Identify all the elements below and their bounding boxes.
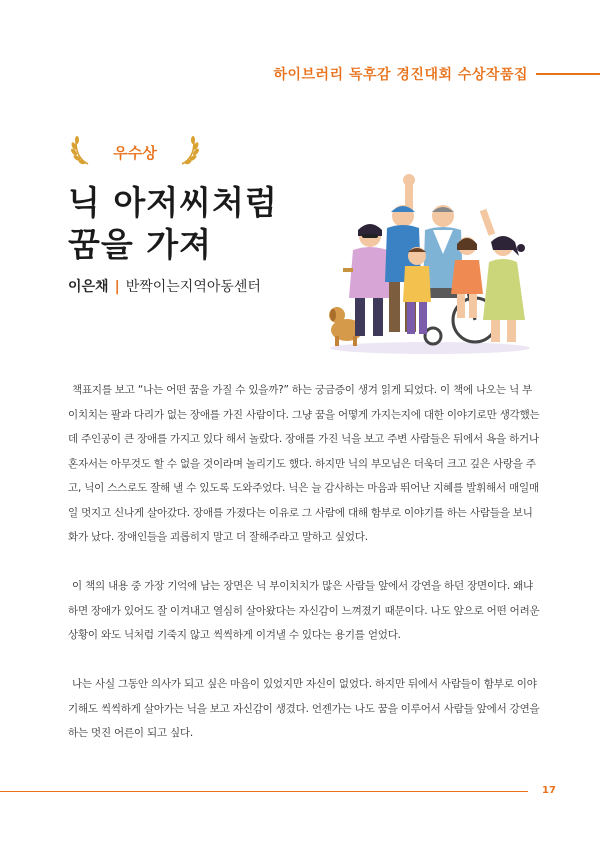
essay-paragraph: 나는 사실 그동안 의사가 되고 싶은 마음이 있었지만 자신이 없었다. 하지만 뒤에서 사람들이 함부로 이야기해도 씩씩하게 살아가는 닉을 보고 자신감이 생겼다. 언젠가는 나도 꿈을 이루어서 사람들 앞에서 강연을 하는 멋진 어른이 되고 싶다.: [68, 678, 540, 739]
woman-green-figure: [480, 209, 525, 342]
award-label: 우수상: [113, 144, 157, 162]
people-group-illustration: [325, 170, 535, 355]
woman-pink-figure: [343, 224, 391, 336]
footer-rule: [0, 791, 528, 792]
collection-title: 하이브러리 독후감 경진대회 수상작품집: [273, 67, 528, 83]
book-title-line-2: 꿈을 가져: [68, 225, 213, 264]
laurel-right-icon: [174, 134, 200, 166]
book-title: [68, 182, 278, 266]
essay-body: [68, 378, 540, 770]
author-line: [68, 276, 261, 296]
author-name: 이은채: [68, 279, 109, 295]
header-rule: [536, 73, 600, 75]
book-title-line-1: 닉 아저씨처럼: [68, 183, 278, 222]
page-number: 17: [542, 785, 556, 796]
author-organization: 반짝이는지역아동센터: [125, 279, 261, 295]
award-badge: [70, 134, 200, 166]
essay-paragraph: 이 책의 내용 중 가장 기억에 남는 장면은 닉 부이치치가 많은 사람들 앞에서 강연을 하던 장면이다. 왜냐하면 장애가 있어도 잘 이겨내고 열심히 살아왔다는 자신감이 느껴졌기 때문이다. 나도 앞으로 어떤 어려운 상황이 와도 닉처럼 기죽지 않고 씩씩하게 이겨낼 수 있다는 용기를 얻었다.: [68, 580, 540, 641]
author-separator: |: [114, 279, 120, 295]
essay-paragraph: 책표지를 보고 “나는 어떤 꿈을 가질 수 있을까?” 하는 궁금증이 생겨 읽게 되었다. 이 책에 나오는 닉 부이치치는 팔과 다리가 없는 장애를 가진 사람이다. 그냥 꿈을 어떻게 가지는지에 대한 이야기로만 생각했는데 주인공이 큰 장애를 가지고 있다 해서 놀랐다. 장애를 가진 닉을 보고 주변 사람들은 뒤에서 욕을 하거나 혼자서는 아무것도 할 수 없을 것이라며 놀리기도 했다. 하지만 닉의 부모님은 더욱더 크고 깊은 사랑을 주고, 닉이 스스로도 잘해 낼 수 있도록 도와주었다. 닉은 늘 감사하는 마음과 뛰어난 지혜를 발휘해서 매일매일 멋지고 신나게 살아갔다. 장애를 가졌다는 이유로 그 사람에 대해 함부로 이야기를 하는 사람들을 보니 화가 났다. 장애인들을 괴롭히지 말고 더 잘해주라고 말하고 싶었다.: [68, 384, 540, 543]
